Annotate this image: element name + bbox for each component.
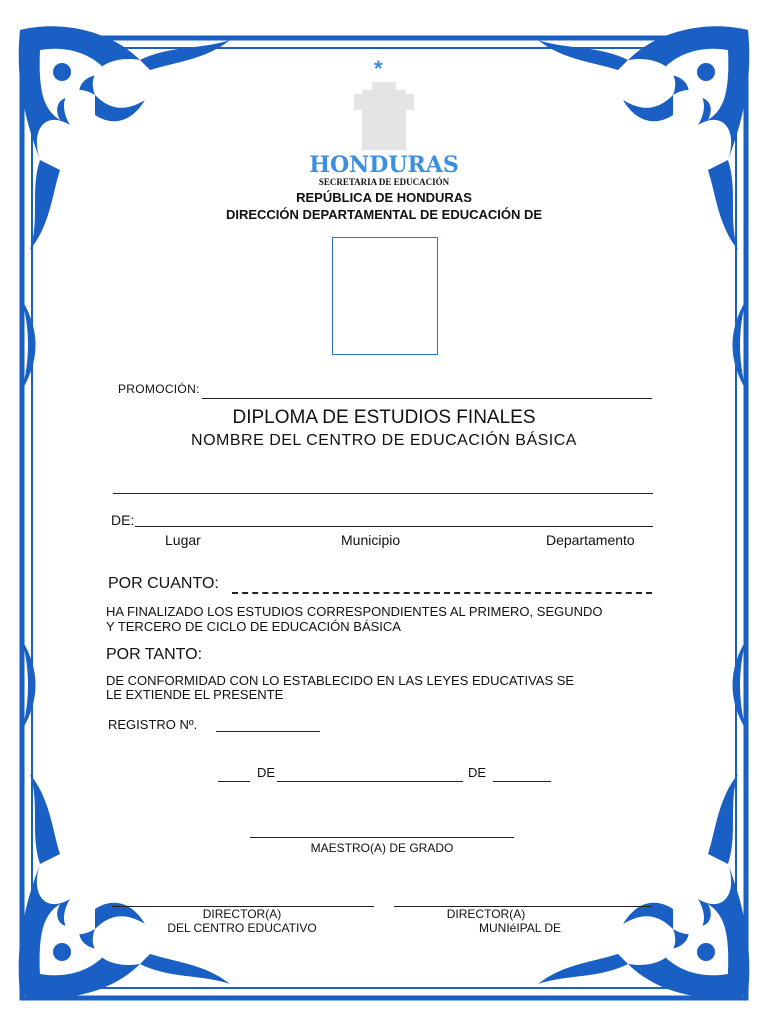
date-de-2: DE (468, 765, 487, 780)
maestro-signature-line (250, 837, 514, 838)
conformidad-line-1: DE CONFORMIDAD CON LO ESTABLECIDO EN LAS LEYES EDUCATIVAS SE (106, 673, 575, 688)
lugar-label: Lugar (165, 532, 201, 548)
maestro-label: MAESTRO(A) DE GRADO (310, 841, 454, 855)
registro-line (216, 731, 320, 732)
date-month-line (277, 781, 463, 782)
finalizado-line-2: Y TERCERO DE CICLO DE EDUCACIÓN BÁSICA (106, 619, 401, 634)
date-de-1: DE (257, 765, 276, 780)
director-municipal-label-2: MUNIéIPAL DE (478, 921, 562, 935)
municipio-label: Municipio (341, 532, 401, 548)
star-icon: * (374, 56, 383, 81)
centro-subtitle: NOMBRE DEL CENTRO DE EDUCACIÓN BÁSICA (191, 432, 577, 449)
date-year-line (493, 781, 551, 782)
centro-name-line (113, 493, 653, 494)
promocion-line (202, 398, 652, 399)
republica-heading: REPÚBLICA DE HONDURAS (296, 190, 472, 205)
secretaria-label: SECRETARIA DE EDUCACIÓN (318, 177, 450, 187)
finalizado-line-1: HA FINALIZADO LOS ESTUDIOS CORRESPONDIENTES AL PRIMERO, SEGUNDO (106, 604, 603, 619)
departamento-label: Departamento (546, 532, 635, 548)
director-municipal-label-1: DIRECTOR(A) (446, 907, 526, 921)
de-line (135, 526, 653, 527)
promocion-label: PROMOCIÓN: (118, 382, 200, 396)
director-centro-label-2: DEL CENTRO EDUCATIVO (167, 921, 317, 935)
coat-of-arms-watermark (352, 80, 416, 155)
date-day-line (218, 781, 250, 782)
direccion-heading: DIRECCIÓN DEPARTAMENTAL DE EDUCACIÓN DE (225, 207, 543, 222)
de-label: DE: (111, 512, 135, 528)
photo-box (332, 237, 438, 355)
conformidad-line-2: LE EXTIENDE EL PRESENTE (106, 687, 284, 702)
director-centro-label-1: DIRECTOR(A) (202, 907, 282, 921)
registro-label: REGISTRO Nº. (108, 717, 198, 732)
por-cuanto-label: POR CUANTO: (108, 575, 219, 592)
diploma-title: DIPLOMA DE ESTUDIOS FINALES (232, 407, 536, 428)
por-cuanto-line (232, 592, 652, 594)
por-tanto-label: POR TANTO: (106, 646, 203, 663)
honduras-logo-text: HONDURAS (309, 152, 459, 178)
